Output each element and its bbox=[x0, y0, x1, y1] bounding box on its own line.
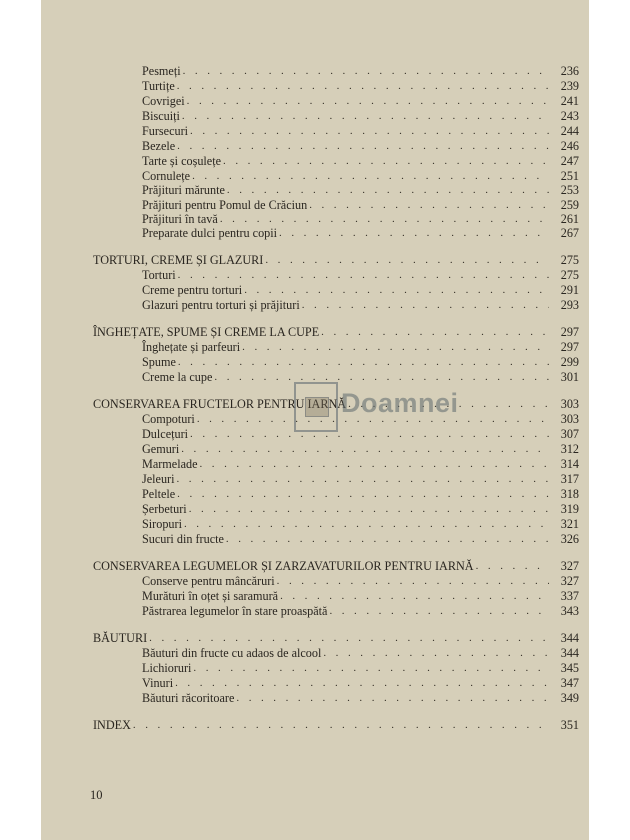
toc-entry-label: Biscuiți bbox=[142, 109, 180, 123]
toc-entry-page: 247 bbox=[560, 154, 579, 168]
dot-leader bbox=[277, 574, 549, 588]
toc-entry bbox=[142, 502, 579, 516]
toc-entry-page: 253 bbox=[560, 183, 579, 197]
dot-leader bbox=[133, 718, 549, 732]
toc-entry-page: 251 bbox=[560, 169, 579, 183]
toc-entry-label: Conserve pentru mâncăruri bbox=[142, 574, 275, 588]
toc-chapter-label: BĂUTURI bbox=[93, 631, 148, 645]
toc-entry-label: Gemuri bbox=[142, 442, 180, 456]
toc-chapter bbox=[93, 253, 579, 267]
toc-entry-page: 337 bbox=[560, 589, 579, 603]
toc-chapter-page: 327 bbox=[560, 559, 579, 573]
toc-chapter-label: INDEX bbox=[93, 718, 131, 732]
toc-entry bbox=[142, 283, 579, 297]
dot-leader bbox=[279, 226, 549, 240]
toc-chapter-label: ÎNGHEȚATE, SPUME ȘI CREME LA CUPE bbox=[93, 325, 320, 339]
toc-entry bbox=[142, 574, 579, 588]
toc-entry bbox=[142, 442, 579, 456]
toc-entry-label: Peltele bbox=[142, 487, 176, 501]
toc-entry-label: Păstrarea legumelor în stare proaspătă bbox=[142, 604, 328, 618]
dot-leader bbox=[175, 676, 549, 690]
toc-entry bbox=[142, 487, 579, 501]
toc-entry-label: Tarte și coșulețe bbox=[142, 154, 222, 168]
toc-entry-page: 321 bbox=[560, 517, 579, 531]
dot-leader bbox=[302, 298, 549, 312]
toc-entry-page: 303 bbox=[560, 412, 579, 426]
toc-entry-label: Prăjituri pentru Pomul de Crăciun bbox=[142, 198, 308, 212]
toc-entry-page: 299 bbox=[560, 355, 579, 369]
toc-chapter bbox=[93, 325, 579, 339]
toc-chapter-page: 303 bbox=[560, 397, 579, 411]
toc-entry-page: 307 bbox=[560, 427, 579, 441]
book-page bbox=[41, 0, 589, 840]
toc-entry-page: 318 bbox=[560, 487, 579, 501]
toc-entry bbox=[142, 589, 579, 603]
toc-entry-page: 349 bbox=[560, 691, 579, 705]
toc-entry-page: 236 bbox=[560, 64, 579, 78]
toc-entry bbox=[142, 691, 579, 705]
dot-leader bbox=[226, 532, 549, 546]
dot-leader bbox=[177, 472, 550, 486]
toc-entry-label: Murături în oțet și saramură bbox=[142, 589, 279, 603]
dot-leader bbox=[149, 631, 549, 645]
toc-entry bbox=[142, 212, 579, 226]
toc-entry-label: Sucuri din fructe bbox=[142, 532, 224, 546]
toc-entry bbox=[142, 676, 579, 690]
watermark-text: Doamnei bbox=[341, 388, 459, 418]
toc-entry-label: Șerbeturi bbox=[142, 502, 187, 516]
toc-chapter bbox=[93, 397, 579, 411]
toc-entry-page: 319 bbox=[560, 502, 579, 516]
toc-entry bbox=[142, 183, 579, 197]
toc-entry-label: Prăjituri mărunte bbox=[142, 183, 225, 197]
toc-entry bbox=[142, 298, 579, 312]
toc-entry-label: Creme la cupe bbox=[142, 370, 213, 384]
dot-leader bbox=[214, 370, 549, 384]
dot-leader bbox=[244, 283, 549, 297]
dot-leader bbox=[348, 397, 549, 411]
dot-leader bbox=[329, 604, 549, 618]
dot-leader bbox=[187, 94, 549, 108]
toc-entry-label: Băuturi din fructe cu adaos de alcool bbox=[142, 646, 322, 660]
dot-leader bbox=[321, 325, 549, 339]
toc-chapter-page: 344 bbox=[560, 631, 579, 645]
toc-chapter-label: CONSERVAREA LEGUMELOR ȘI ZARZAVATURILOR PENTRU IARNĂ bbox=[93, 559, 474, 573]
toc-entry-label: Băuturi răcoritoare bbox=[142, 691, 235, 705]
toc-entry bbox=[142, 79, 579, 93]
toc-entry-label: Spume bbox=[142, 355, 176, 369]
toc-entry-page: 344 bbox=[560, 646, 579, 660]
dot-leader bbox=[177, 487, 549, 501]
dot-leader bbox=[178, 355, 549, 369]
toc-entry-page: 326 bbox=[560, 532, 579, 546]
toc-entry bbox=[142, 124, 579, 138]
toc-entry-label: Preparate dulci pentru copii bbox=[142, 226, 278, 240]
toc-entry-page: 244 bbox=[560, 124, 579, 138]
toc-entry-page: 327 bbox=[560, 574, 579, 588]
toc-entry bbox=[142, 457, 579, 471]
toc-entry bbox=[142, 532, 579, 546]
toc-entry-label: Jeleuri bbox=[142, 472, 175, 486]
dot-leader bbox=[309, 198, 549, 212]
toc-entry bbox=[142, 604, 579, 618]
toc-entry-page: 291 bbox=[560, 283, 579, 297]
dot-leader bbox=[182, 109, 549, 123]
dot-leader bbox=[177, 139, 549, 153]
toc-entry bbox=[142, 198, 579, 212]
toc-entry bbox=[142, 169, 579, 183]
toc-entry-label: Marmelade bbox=[142, 457, 198, 471]
toc-entry bbox=[142, 472, 579, 486]
dot-leader bbox=[183, 64, 549, 78]
toc-entry bbox=[142, 268, 579, 282]
dot-leader bbox=[280, 589, 549, 603]
toc-entry-label: Vinuri bbox=[142, 676, 174, 690]
toc-entry-page: 259 bbox=[560, 198, 579, 212]
toc-entry-label: Înghețate și parfeuri bbox=[142, 340, 241, 354]
dot-leader bbox=[197, 412, 549, 426]
toc-chapter-page: 351 bbox=[560, 718, 579, 732]
dot-leader bbox=[189, 502, 549, 516]
dot-leader bbox=[193, 661, 549, 675]
toc-entry-page: 347 bbox=[560, 676, 579, 690]
toc-entry bbox=[142, 154, 579, 168]
toc-entry-page: 243 bbox=[560, 109, 579, 123]
dot-leader bbox=[190, 427, 549, 441]
toc-entry bbox=[142, 340, 579, 354]
toc-entry-label: Fursecuri bbox=[142, 124, 189, 138]
toc-entry-label: Compoturi bbox=[142, 412, 195, 426]
toc-entry bbox=[142, 661, 579, 675]
toc-entry-label: Torturi bbox=[142, 268, 176, 282]
toc-entry-label: Lichioruri bbox=[142, 661, 192, 675]
toc-entry-label: Bezele bbox=[142, 139, 176, 153]
toc-chapter-page: 275 bbox=[560, 253, 579, 267]
dot-leader bbox=[265, 253, 549, 267]
toc-entry-page: 345 bbox=[560, 661, 579, 675]
toc-chapter-page: 297 bbox=[560, 325, 579, 339]
toc-entry-page: 275 bbox=[560, 268, 579, 282]
dot-leader bbox=[190, 124, 549, 138]
dot-leader bbox=[192, 169, 549, 183]
toc-entry bbox=[142, 517, 579, 531]
page-number: 10 bbox=[90, 788, 103, 802]
toc-entry-page: 312 bbox=[560, 442, 579, 456]
dot-leader bbox=[242, 340, 549, 354]
toc-entry-page: 343 bbox=[560, 604, 579, 618]
toc-entry-page: 246 bbox=[560, 139, 579, 153]
toc-entry-page: 314 bbox=[560, 457, 579, 471]
dot-leader bbox=[236, 691, 549, 705]
toc-entry-label: Pesmeți bbox=[142, 64, 181, 78]
toc-entry bbox=[142, 109, 579, 123]
toc-chapter bbox=[93, 718, 579, 732]
toc-entry-label: Turtițe bbox=[142, 79, 175, 93]
toc-entry-label: Prăjituri în tavă bbox=[142, 212, 218, 226]
toc-entry-page: 261 bbox=[560, 212, 579, 226]
dot-leader bbox=[323, 646, 549, 660]
toc-chapter bbox=[93, 631, 579, 645]
toc-entry-page: 301 bbox=[560, 370, 579, 384]
toc-entry-label: Siropuri bbox=[142, 517, 182, 531]
toc-entry-page: 297 bbox=[560, 340, 579, 354]
dot-leader bbox=[220, 212, 549, 226]
dot-leader bbox=[178, 268, 549, 282]
toc-entry bbox=[142, 64, 579, 78]
dot-leader bbox=[223, 154, 549, 168]
toc-entry bbox=[142, 370, 579, 384]
toc-entry bbox=[142, 427, 579, 441]
toc-entry bbox=[142, 226, 579, 240]
toc-entry-label: Creme pentru torturi bbox=[142, 283, 243, 297]
toc-chapter-label: TORTURI, CREME ȘI GLAZURI bbox=[93, 253, 264, 267]
toc-chapter-label: CONSERVAREA FRUCTELOR PENTRU IARNĂ bbox=[93, 397, 347, 411]
toc-entry-label: Cornulețe bbox=[142, 169, 191, 183]
toc-entry bbox=[142, 646, 579, 660]
dot-leader bbox=[476, 559, 549, 573]
dot-leader bbox=[177, 79, 549, 93]
toc-entry bbox=[142, 139, 579, 153]
dot-leader bbox=[181, 442, 549, 456]
dot-leader bbox=[227, 183, 549, 197]
toc-entry bbox=[142, 412, 579, 426]
toc-entry-page: 267 bbox=[560, 226, 579, 240]
dot-leader bbox=[200, 457, 550, 471]
toc-entry bbox=[142, 355, 579, 369]
toc-chapter bbox=[93, 559, 579, 573]
dot-leader bbox=[184, 517, 549, 531]
toc-entry-page: 239 bbox=[560, 79, 579, 93]
toc-entry-page: 317 bbox=[560, 472, 579, 486]
toc-entry bbox=[142, 94, 579, 108]
toc-entry-page: 293 bbox=[560, 298, 579, 312]
toc-entry-label: Glazuri pentru torturi și prăjituri bbox=[142, 298, 300, 312]
toc-entry-label: Dulcețuri bbox=[142, 427, 189, 441]
toc-entry-page: 241 bbox=[560, 94, 579, 108]
toc-entry-label: Covrigei bbox=[142, 94, 185, 108]
